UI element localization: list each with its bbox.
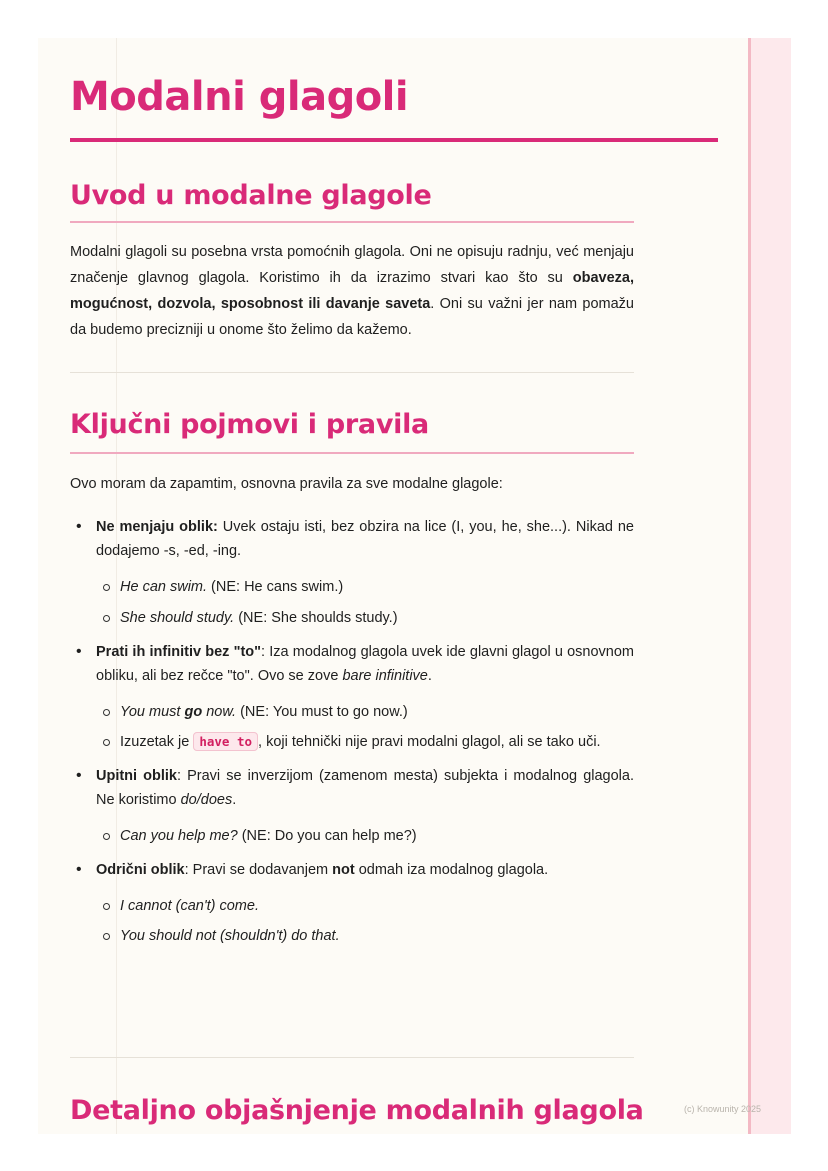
bullet: • [76,643,82,660]
sub-list-item: You should not (shouldn't) do that. [96,924,634,948]
title-underline [70,138,718,142]
bullet: • [76,861,82,878]
right-margin-line [748,38,751,1134]
section-underline [70,452,634,454]
section-divider [70,1057,634,1058]
section-heading-intro: Uvod u modalne glagole [70,180,432,211]
sub-list-item: You must go now. (NE: You must to go now.) [96,700,634,724]
bullet: • [76,767,82,784]
list-item: • Upitni oblik: Pravi se inverzijom (zamenom mesta) subjekta i modalnog glagola. Ne koristimo do/does. Can you help me? (NE: Do you can help me?) [70,764,634,848]
section-heading-details: Detaljno objašnjenje modalnih glagola [70,1095,644,1126]
sub-list-item: I cannot (can't) come. [96,894,634,918]
footer-copyright: (c) Knowunity 2025 [684,1104,762,1114]
list-item: • Prati ih infinitiv bez "to": Iza modalnog glagola uvek ide glavni glagol u osnovnom obliku, ali bez rečce "to". Ovo se zove bare infinitive. You must go now. (NE: You must to go now.) Izuzetak je have to , koji tehnički nije pravi modalni glagol, ali se tako uči. [70,640,634,754]
section-heading-rules: Ključni pojmovi i pravila [70,409,429,440]
rules-intro: Ovo moram da zapamtim, osnovna pravila za sve modalne glagole: [70,476,503,492]
rules-list [70,515,634,948]
list-item: • Odrični oblik: Pravi se dodavanjem not odmah iza modalnog glagola. I cannot (can't) come. You should not (shouldn't) do that. [70,858,634,948]
code-have-to: have to [193,732,258,751]
intro-paragraph: Modalni glagoli su posebna vrsta pomoćnih glagola. Oni ne opisuju radnju, već menjaju značenje glavnog glagola. Koristimo ih da izrazimo stvari kao što su obaveza, mogućnost, dozvola, sposobnost ili davanje saveta. Oni su važni jer nam pomažu da budemo precizniji u onome što želimo da kažemo. [70,244,634,338]
section-underline [70,221,634,223]
sub-list-item: He can swim. (NE: He cans swim.) [96,575,634,599]
bullet: • [76,518,82,535]
section-divider [70,372,634,373]
sub-list-item: She should study. (NE: She shoulds study.) [96,606,634,630]
page-title: Modalni glagoli [70,74,409,120]
sub-list-item: Izuzetak je have to , koji tehnički nije pravi modalni glagol, ali se tako uči. [96,730,634,754]
list-item: • Ne menjaju oblik: Uvek ostaju isti, bez obzira na lice (I, you, he, she...). Nikad ne dodajemo -s, -ed, -ing. He can swim. (NE: He cans swim.) She should study. (NE: She shoulds study.) [70,515,634,630]
right-margin-strip [748,38,791,1134]
sub-list-item: Can you help me? (NE: Do you can help me?) [96,824,634,848]
